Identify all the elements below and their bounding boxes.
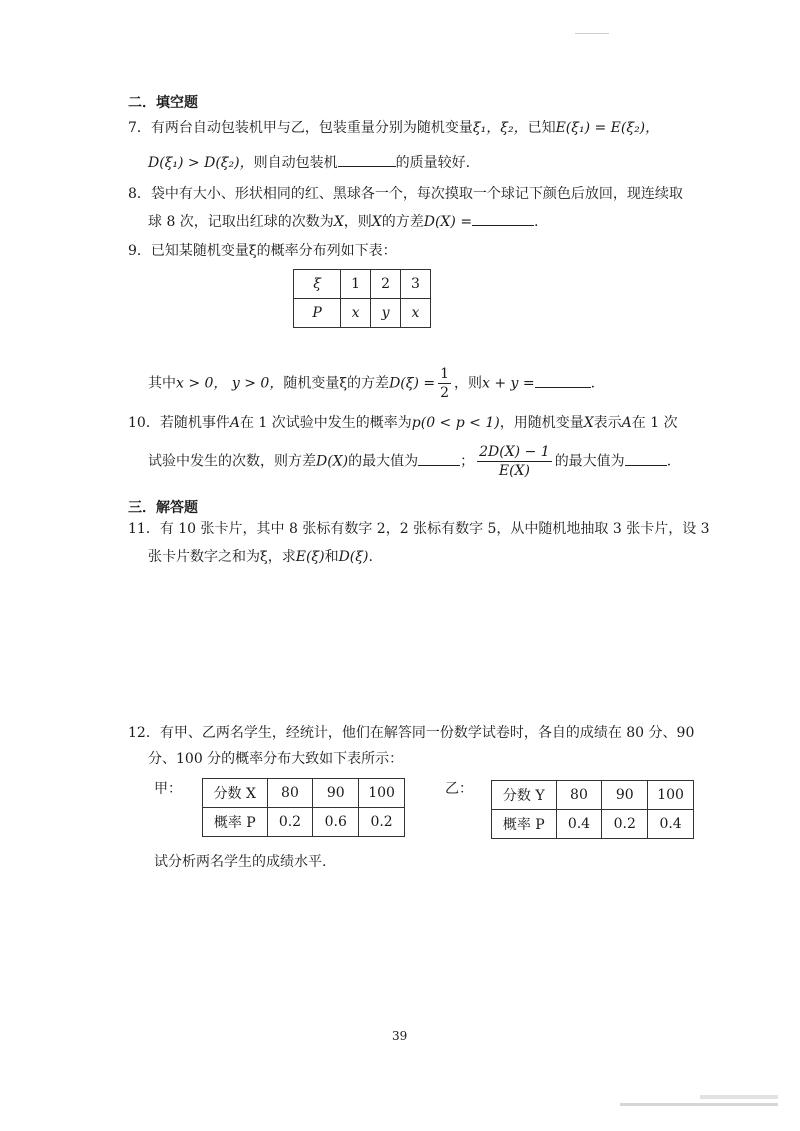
question-10-text-h: 的最大值为: [554, 453, 625, 470]
table-cell: 概率 P: [203, 808, 268, 837]
question-9-variance: D(ξ) =: [389, 375, 436, 392]
answer-blank-10a[interactable]: [418, 453, 460, 466]
question-11-line-2: [148, 546, 373, 566]
table-cell: 90: [313, 779, 359, 808]
question-8-line-2: [148, 211, 539, 231]
question-10-text-c: ，用随机变量: [499, 415, 584, 431]
scan-artifact: [620, 1103, 778, 1106]
xi1: ξ₁，: [472, 120, 501, 136]
table-cell: 分数 Y: [492, 781, 557, 810]
question-10-number: 10．: [128, 415, 160, 431]
fraction-denominator: 2: [440, 385, 450, 401]
question-9-text: 已知某随机变量ξ的概率分布列如下表：: [150, 243, 397, 259]
question-8-text-end: .: [534, 214, 539, 230]
fraction-one-half: [438, 365, 451, 402]
question-12-closing: 试分析两名学生的成绩水平.: [154, 854, 327, 870]
table-cell: y: [371, 299, 401, 328]
var-a: A: [229, 415, 240, 431]
question-7-number: 7．: [128, 120, 151, 136]
question-11-line-1: [128, 518, 710, 538]
table-row: [492, 781, 694, 810]
scan-artifact: [700, 1095, 778, 1099]
table-cell: 0.2: [359, 808, 405, 837]
label-jia: 甲：: [154, 781, 182, 797]
question-8-text-c: ，则: [343, 214, 372, 230]
table-cell: x: [341, 299, 371, 328]
question-7-variance-ineq: D(ξ₁) > D(ξ₂)，: [148, 155, 254, 171]
question-10-line-1: [128, 412, 678, 432]
question-7-text-end: 的质量较好.: [395, 155, 471, 171]
var-x: X: [333, 214, 344, 230]
question-10-variance: D(X): [316, 453, 349, 470]
question-9-sum: x + y =: [482, 375, 535, 392]
section-heading-fill: 二．填空题: [128, 95, 198, 111]
question-8-number: 8．: [128, 186, 151, 202]
question-9-cond-c: ，则: [454, 375, 483, 392]
question-10-line-2: [148, 443, 671, 480]
table-cell: 0.2: [267, 808, 313, 837]
question-9-cond-b: 随机变量ξ的方差: [283, 375, 390, 392]
question-11-text-end: .: [368, 549, 373, 565]
table-cell: 分数 X: [203, 779, 268, 808]
table-cell: 1: [341, 270, 371, 299]
question-10-text-end: .: [666, 453, 672, 470]
fraction-numerator: 2D(X) − 1: [479, 444, 550, 460]
question-7-line-2: [148, 152, 470, 172]
score-table-jia: [202, 778, 405, 837]
question-10-prob: p(0 < p < 1): [411, 415, 500, 431]
question-11-text-a: 有 10 张卡片，其中 8 张标有数字 2，2 张标有数字 5，从中随机地抽取 3 张卡片，设 3: [159, 521, 710, 537]
question-8-line-1: [128, 183, 683, 203]
question-10-text-a: 若随机事件: [159, 415, 230, 431]
question-12-line-2: 分、100 分的概率分布大致如下表所示：: [148, 751, 404, 767]
question-11-text-b: 张卡片数字之和为ξ，求: [148, 549, 296, 565]
question-9-cond-end: .: [590, 375, 596, 392]
answer-blank-8[interactable]: [472, 213, 534, 226]
table-cell: 概率 P: [492, 810, 557, 839]
var-a: A: [621, 415, 632, 431]
question-9-condition: [148, 365, 595, 402]
label-yi: 乙：: [445, 781, 473, 797]
table-row: [203, 779, 405, 808]
question-10-text-b: 在 1 次试验中发生的概率为: [239, 415, 412, 431]
table-row: [294, 299, 431, 328]
question-8-text-d: 的方差: [381, 214, 424, 230]
fraction-denominator: E(X): [498, 463, 530, 479]
table-cell: 100: [359, 779, 405, 808]
question-10-separator: ；: [460, 453, 475, 470]
question-12-number: 12．: [128, 725, 160, 741]
table-cell: 0.4: [556, 810, 602, 839]
question-7-text-a: 有两台自动包装机甲与乙，包装重量分别为随机变量: [150, 120, 473, 136]
answer-blank-9[interactable]: [535, 375, 591, 388]
answer-blank-10b[interactable]: [625, 453, 667, 466]
question-12-line-1: [128, 722, 694, 742]
question-9-cond-a: 其中: [148, 375, 176, 392]
question-10-text-f: 试验中发生的次数，则方差: [148, 453, 316, 470]
table-cell: P: [294, 299, 341, 328]
table-row: [294, 270, 431, 299]
question-7-line-1: [128, 117, 659, 137]
question-9-number: 9．: [128, 243, 151, 259]
section-heading-solve: 三．解答题: [128, 500, 198, 516]
var-x: X: [371, 214, 382, 230]
question-11-variance: D(ξ): [338, 549, 369, 565]
table-cell: 90: [602, 781, 648, 810]
table-cell: 100: [648, 781, 694, 810]
table-cell: 0.2: [602, 810, 648, 839]
var-x: X: [583, 415, 594, 431]
table-cell: x: [401, 299, 431, 328]
question-7-text-b: 已知: [527, 120, 556, 136]
table-cell: ξ: [294, 270, 341, 299]
distribution-table: [293, 269, 431, 328]
table-cell: 3: [401, 270, 431, 299]
table-row: [492, 810, 694, 839]
table-cell: 0.6: [313, 808, 359, 837]
question-8-variance: D(X) =: [423, 214, 473, 230]
table-cell: 80: [556, 781, 602, 810]
question-9-cond-math: x > 0， y > 0，: [176, 375, 284, 392]
question-8-text-a: 袋中有大小、形状相同的红、黑球各一个，每次摸取一个球记下颜色后放回，现连续取: [150, 186, 683, 202]
xi2: ξ₂，: [500, 120, 528, 136]
question-10-text-g: 的最大值为: [348, 453, 419, 470]
scan-artifact: [575, 33, 609, 34]
question-11-expectation: E(ξ): [295, 549, 325, 565]
table-row: [203, 808, 405, 837]
question-12-text-a: 有甲、乙两名学生，经统计，他们在解答同一份数学试卷时，各自的成绩在 80 分、90: [159, 725, 695, 741]
question-10-text-d: 表示: [593, 415, 622, 431]
question-11-text-c: 和: [324, 549, 339, 565]
answer-blank-7[interactable]: [338, 154, 396, 167]
question-10-text-e: 在 1 次: [631, 415, 678, 431]
question-7-text-c: 则自动包装机: [253, 155, 338, 171]
question-7-expectation-eq: E(ξ₁) = E(ξ₂)，: [555, 120, 660, 136]
table-cell: 0.4: [648, 810, 694, 839]
question-8-text-b: 球 8 次，记取出红球的次数为: [148, 214, 334, 230]
table-cell: 2: [371, 270, 401, 299]
fraction-numerator: 1: [440, 366, 450, 382]
table-cell: 80: [267, 779, 313, 808]
page-number: 39: [392, 1029, 408, 1043]
fraction-expression: [477, 443, 552, 480]
question-9-line-1: [128, 240, 397, 260]
question-11-number: 11．: [128, 521, 160, 537]
score-table-yi: [491, 780, 694, 839]
